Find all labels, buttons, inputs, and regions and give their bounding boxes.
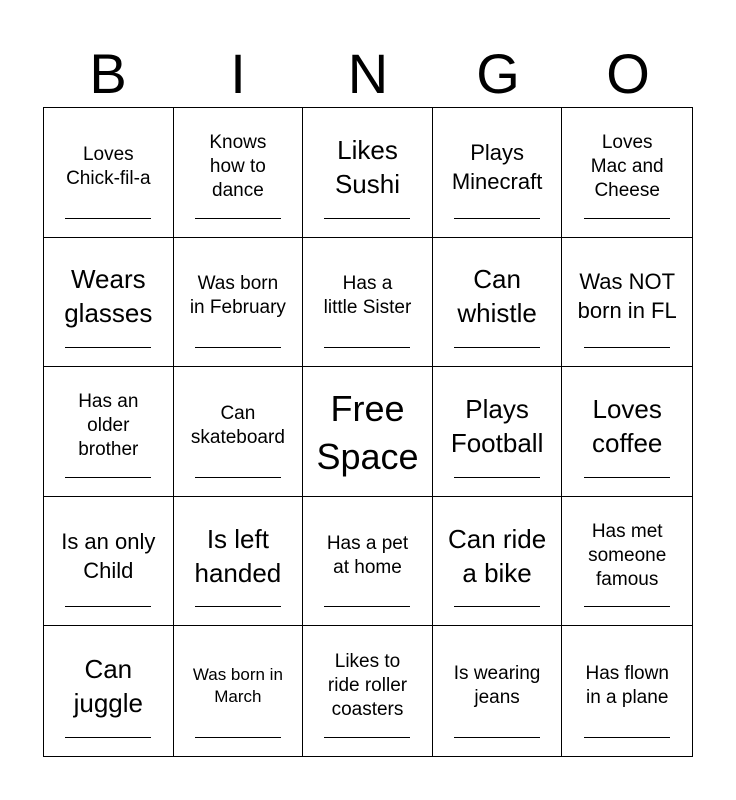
free-space-cell[interactable] <box>303 367 433 497</box>
bingo-cell[interactable] <box>303 108 433 238</box>
cell-blank-line <box>65 737 151 738</box>
cell-prompt: Can ride a bike <box>447 523 547 588</box>
bingo-cell[interactable] <box>44 626 174 756</box>
bingo-header <box>43 40 693 108</box>
cell-blank-line <box>584 218 670 219</box>
bingo-cell[interactable] <box>433 238 563 368</box>
cell-prompt: Plays Minecraft <box>451 139 543 194</box>
cell-blank-line <box>584 606 670 607</box>
cell-blank-line <box>454 218 540 219</box>
cell-blank-line <box>65 347 151 348</box>
cell-prompt: Has a little Sister <box>323 273 412 319</box>
bingo-cell[interactable] <box>562 497 692 627</box>
cell-prompt: Was born in March <box>192 664 283 706</box>
header-letter-o: O <box>606 42 650 105</box>
bingo-cell[interactable] <box>303 626 433 756</box>
cell-prompt: Likes to ride roller coasters <box>327 650 408 720</box>
free-space-label: Free Space <box>316 388 419 478</box>
bingo-cell[interactable] <box>44 497 174 627</box>
header-letter-b: B <box>89 42 127 105</box>
cell-blank-line <box>195 737 281 738</box>
bingo-cell[interactable] <box>303 238 433 368</box>
bingo-cell[interactable] <box>433 497 563 627</box>
cell-prompt: Likes Sushi <box>334 134 401 199</box>
cell-prompt: Is wearing jeans <box>453 662 541 708</box>
bingo-cell[interactable] <box>562 367 692 497</box>
cell-blank-line <box>324 737 410 738</box>
cell-blank-line <box>454 606 540 607</box>
cell-blank-line <box>324 347 410 348</box>
cell-prompt: Can whistle <box>457 264 537 329</box>
cell-blank-line <box>584 737 670 738</box>
bingo-cell[interactable] <box>174 108 304 238</box>
cell-blank-line <box>324 218 410 219</box>
cell-prompt: Can juggle <box>73 653 143 718</box>
cell-prompt: Is an only Child <box>61 528 156 583</box>
bingo-cell[interactable] <box>433 626 563 756</box>
cell-blank-line <box>195 477 281 478</box>
bingo-cell[interactable] <box>174 238 304 368</box>
cell-prompt: Plays Football <box>450 393 544 458</box>
cell-prompt: Has an older brother <box>78 390 139 460</box>
bingo-cell[interactable] <box>174 626 304 756</box>
cell-prompt: Knows how to dance <box>209 131 267 201</box>
cell-prompt: Loves Mac and Cheese <box>590 131 664 201</box>
bingo-cell[interactable] <box>562 238 692 368</box>
cell-prompt: Was NOT born in FL <box>577 269 677 324</box>
bingo-cell[interactable] <box>44 238 174 368</box>
bingo-cell[interactable] <box>303 497 433 627</box>
cell-blank-line <box>584 347 670 348</box>
cell-prompt: Is left handed <box>194 523 282 588</box>
cell-prompt: Has flown in a plane <box>585 662 669 708</box>
cell-blank-line <box>65 477 151 478</box>
cell-blank-line <box>65 606 151 607</box>
cell-blank-line <box>454 347 540 348</box>
cell-prompt: Loves coffee <box>592 393 663 458</box>
cell-prompt: Was born in February <box>189 273 286 319</box>
header-letter-g: G <box>476 42 520 105</box>
cell-blank-line <box>195 347 281 348</box>
cell-blank-line <box>584 477 670 478</box>
bingo-cell[interactable] <box>433 367 563 497</box>
bingo-grid <box>43 107 693 757</box>
cell-prompt: Has a pet at home <box>326 532 409 578</box>
cell-prompt: Wears glasses <box>64 264 153 329</box>
bingo-cell[interactable] <box>433 108 563 238</box>
cell-blank-line <box>324 606 410 607</box>
cell-blank-line <box>454 477 540 478</box>
cell-blank-line <box>195 606 281 607</box>
bingo-cell[interactable] <box>44 108 174 238</box>
header-letter-n: N <box>347 42 389 105</box>
cell-blank-line <box>65 218 151 219</box>
bingo-cell[interactable] <box>174 497 304 627</box>
bingo-cell[interactable] <box>174 367 304 497</box>
bingo-cell[interactable] <box>562 626 692 756</box>
cell-blank-line <box>195 218 281 219</box>
cell-blank-line <box>454 737 540 738</box>
cell-prompt: Has met someone famous <box>588 520 667 590</box>
bingo-cell[interactable] <box>562 108 692 238</box>
header-letter-i: I <box>230 42 246 105</box>
cell-prompt: Loves Chick-fil-a <box>66 143 151 189</box>
bingo-cell[interactable] <box>44 367 174 497</box>
cell-prompt: Can skateboard <box>190 402 285 448</box>
